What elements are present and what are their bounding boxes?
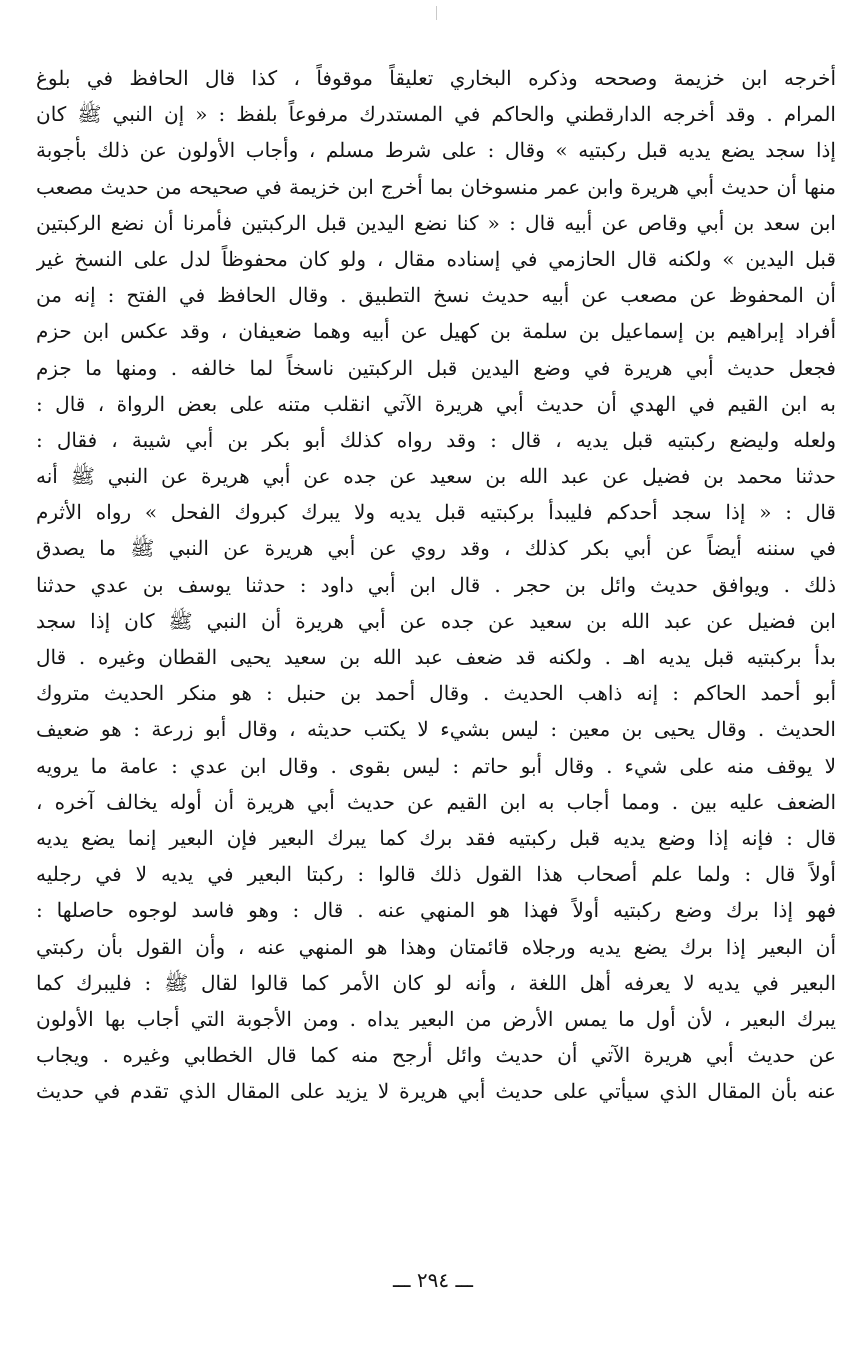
body-text [36,60,836,1109]
text-line: إذا سجد يضع يديه قبل ركبتيه » وقال : على شرط مسلم ، وأجاب الأولون عن ذلك بأجوبة [36,138,836,163]
text-line: ابن فضيل عن عبد الله بن سعيد عن جده عن أبي هريرة أن النبي ﷺ كان إذا سجد [36,608,836,633]
text-line: البعير في يديه لا يعرفه أهل اللغة ، وأنه لو كان الأمر كما قالوا لقال ﷺ : فليبرك كما [36,970,836,995]
text-line: يبرك البعير ، لأن أول ما يمس الأرض من البعير يداه . ومن الأجوبة التي أجاب بها الأولون [36,1006,836,1031]
text-line: عنه بأن المقال الذي سيأتي على حديث أبي هريرة لا يزيد على المقال الذي تقدم في حديث [36,1079,836,1104]
text-line: عن حديث أبي هريرة الآتي أن حديث وائل أرجح منه كما قال الخطابي وغيره . ويجاب [36,1043,836,1068]
text-line: أولاً قال : ولما علم أصحاب هذا القول ذلك قالوا : ركبتا البعير في يديه لا في رجليه [36,862,836,887]
scan-mark [436,6,437,20]
text-line: الضعف عليه بين . ومما أجاب به ابن القيم عن حديث أبي هريرة أن أوله يخالف آخره ، [36,789,836,814]
text-line: أبو أحمد الحاكم : إنه ذاهب الحديث . وقال أحمد بن حنبل : هو منكر الحديث متروك [36,681,836,706]
text-line: به ابن القيم في الهدي أن حديث أبي هريرة الآتي انقلب متنه على بعض الرواة ، قال : [36,391,836,416]
text-line: في سننه أيضاً عن أبي بكر كذلك ، وقد روي عن أبي هريرة عن النبي ﷺ ما يصدق [36,536,836,561]
text-line: أن البعير إذا برك يضع يديه ورجلاه قائمتان وهذا هو المنهي عنه ، وأن القول بأن ركبتي [36,934,836,959]
text-line: قال : « إذا سجد أحدكم فليبدأ بركبتيه قبل يديه ولا يبرك كبروك الفحل » رواه الأثرم [36,500,836,525]
text-line: أفراد إبراهيم بن إسماعيل بن سلمة بن كهيل عن أبيه وهما ضعيفان ، وقد عكس ابن حزم [36,319,836,344]
page-number: ـــ ٢٩٤ ـــ [392,1268,474,1292]
text-line: ذلك . ويوافق حديث وائل بن حجر . قال ابن أبي داود : حدثنا يوسف بن عدي حدثنا [36,572,836,597]
text-line: أن المحفوظ عن مصعب عن أبيه حديث نسخ التطبيق . وقال الحافظ في الفتح : إنه من [36,283,836,308]
text-line: الحديث . وقال يحيى بن معين : ليس بشيء لا يكتب حديثه ، وقال أبو زرعة : هو ضعيف [36,717,836,742]
text-line: قبل اليدين » ولكنه قال الحازمي في إسناده مقال ، ولو كان محفوظاً لدل على النسخ غير [36,246,836,271]
text-line: فهو إذا برك وضع ركبتيه أولاً فهذا هو المنهي عنه . قال : وهو فاسد لوجوه حاصلها : [36,898,836,923]
text-line: أخرجه ابن خزيمة وصححه وذكره البخاري تعليقاً موقوفاً ، كذا قال الحافظ في بلوغ [36,66,836,90]
text-line: قال : فإنه إذا وضع يديه قبل ركبتيه فقد برك كما يبرك البعير فإن البعير إنما يضع يديه [36,825,836,850]
text-line: فجعل حديث أبي هريرة في وضع اليدين قبل الركبتين ناسخاً لما خالفه . ومنها ما جزم [36,355,836,380]
text-line: المرام . وقد أخرجه الدارقطني والحاكم في المستدرك مرفوعاً بلفظ : « إن النبي ﷺ كان [36,102,836,127]
text-line: منها أن حديث أبي هريرة وابن عمر منسوخان بما أخرج ابن خزيمة في صحيحه من حديث مصعب [36,174,836,199]
text-line: بدأ بركبتيه قبل يديه اهـ . ولكنه قد ضعف عبد الله بن سعيد يحيى القطان وغيره . قال [36,645,836,669]
text-line: لا يوقف منه على شيء . وقال أبو حاتم : ليس بقوى . وقال ابن عدي : عامة ما يرويه [36,753,836,778]
text-line: ابن سعد بن أبي وقاص عن أبيه قال : « كنا نضع اليدين قبل الركبتين فأمرنا أن نضع الركبتين [36,210,836,235]
text-line: حدثنا محمد بن فضيل عن عبد الله بن سعيد عن جده عن أبي هريرة عن النبي ﷺ أنه [36,464,836,489]
text-line: ولعله وليضع ركبتيه قبل يديه ، قال : وقد رواه كذلك أبو بكر بن أبي شيبة ، فقال : [36,427,836,452]
